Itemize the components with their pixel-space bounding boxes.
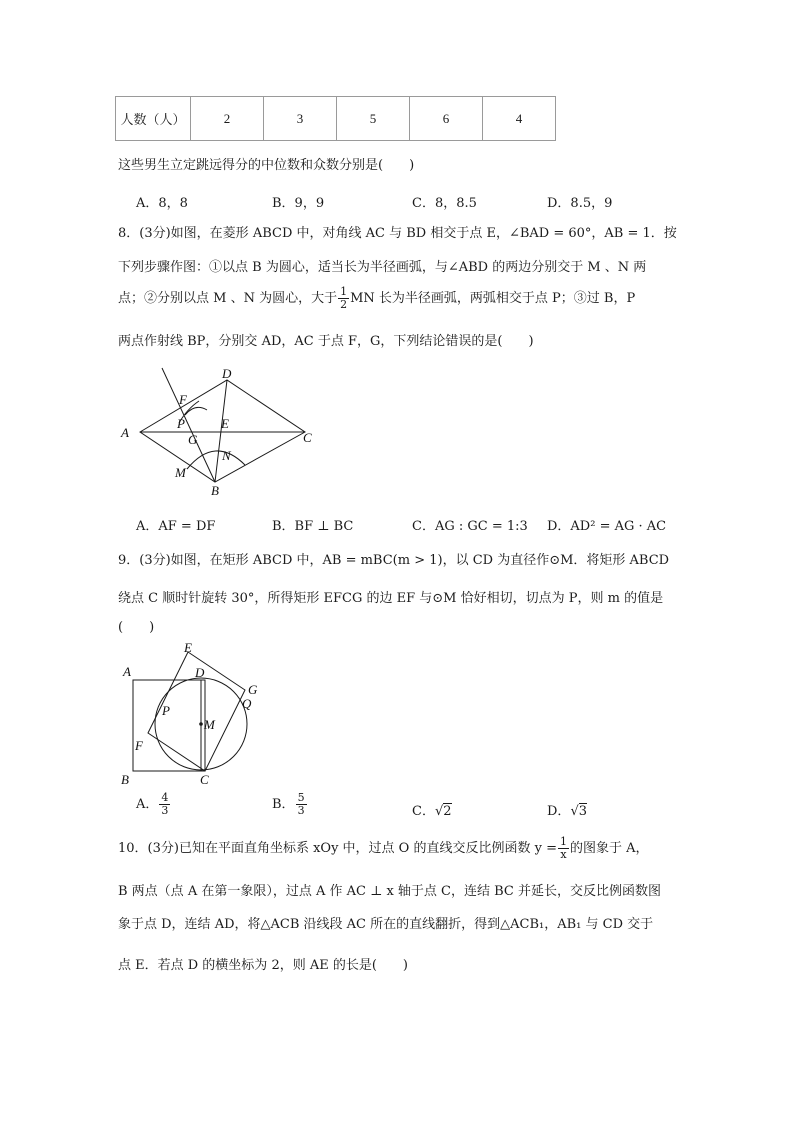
fraction-numerator: 4 [161,791,169,804]
q9-option-a[interactable] [136,792,171,817]
point-label-g: G [248,682,258,697]
table-cell: 4 [483,97,556,141]
q10-stem-line-3: 象于点 D，连结 AD，将△ACB 沿线段 AC 所在的直线翻折，得到△ACB₁，AB₁ 与 CD 交于 [118,917,654,932]
q7-option-a[interactable]: A．8，8 [136,196,188,211]
q10-line-1-start: 10．(3分)已知在平面直角坐标系 xOy 中，过点 O 的直线交反比例函数 y = [118,841,557,856]
q8-stem-line-2: 下列步骤作图：①以点 B 为圆心，适当长为半径画弧，与∠ABD 的两边分别交于 M 、N 两 [118,260,647,275]
q7-stem: 这些男生立定跳远得分的中位数和众数分别是( ) [118,158,415,173]
q8-option-b[interactable]: B．BF ⊥ BC [272,519,354,534]
q9-stem-line-2: 绕点 C 顺时针旋转 30°，所得矩形 EFCG 的边 EF 与⊙M 恰好相切，切点为 P，则 m 的值是 [118,591,664,606]
q8-option-a[interactable]: A．AF = DF [136,519,216,534]
point-label-e: E [184,640,192,655]
table-cell: 6 [410,97,483,141]
q10-line-1-end: 的图象于 A， [569,841,649,856]
fraction-denominator: 2 [340,298,348,311]
q10-stem-line-2: B 两点（点 A 在第一象限），过点 A 作 AC ⊥ x 轴于点 C，连结 BC 并延长，交反比例函数图 [118,884,661,899]
q9-stem-line-3: ( ) [118,620,155,635]
radicand: 3 [578,804,588,819]
inverse-function-fraction [558,836,569,861]
arc-p-1 [185,407,207,415]
point-label-n: N [222,448,231,463]
rhombus-figure [115,365,320,500]
point-label-f: F [179,392,187,407]
sqrt-icon: √ [434,804,444,819]
table-row [116,97,556,141]
rectangle-circle-figure [115,640,275,790]
point-label-b: B [211,483,219,498]
q10-stem-line-4: 点 E．若点 D 的横坐标为 2，则 AE 的长是( ) [118,958,408,973]
option-prefix: B． [272,797,295,812]
q8-option-c[interactable]: C．AG : GC = 1:3 [412,519,528,534]
point-label-d: D [222,366,232,381]
fraction-denominator: 3 [297,804,305,817]
scores-table [115,96,556,141]
fraction-numerator: 1 [559,835,567,848]
option-fraction [159,792,170,817]
q7-option-b[interactable]: B．9，9 [272,196,325,211]
point-label-a: A [123,664,131,679]
rhombus-outline [140,380,305,482]
q8-stem-line-3 [118,286,635,311]
radicand: 2 [443,804,452,819]
q9-option-b[interactable] [272,792,308,817]
arc-mn [187,451,245,469]
q8-option-d[interactable]: D．AD² = AG · AC [547,519,667,534]
point-label-g: G [188,432,198,447]
point-label-a: A [121,425,129,440]
q10-stem-line-1 [118,836,649,861]
fraction-denominator: x [560,848,567,861]
q8-line-3-start: 点；②分别以点 M 、N 为圆心，大于 [118,291,338,306]
q9-option-c[interactable] [412,800,452,819]
option-fraction [296,792,307,817]
q7-option-c[interactable]: C．8，8.5 [412,196,477,211]
fraction-numerator: 5 [297,791,305,804]
table-cell: 3 [264,97,337,141]
point-label-q: Q [242,696,252,711]
point-label-m: M [204,717,215,732]
q8-line-3-end: MN 长为半径画弧，两弧相交于点 P；③过 B，P [350,291,636,306]
half-fraction [338,286,349,311]
q7-option-d[interactable]: D．8.5，9 [547,196,613,211]
center-point-m [199,722,203,726]
point-label-f: F [135,738,143,753]
point-label-p: P [177,416,185,431]
point-label-c: C [200,772,209,787]
option-prefix: D． [547,804,571,819]
point-label-e: E [221,416,229,431]
point-label-c: C [303,430,312,445]
fraction-denominator: 3 [161,804,169,817]
point-label-p: P [162,703,170,718]
option-prefix: C． [412,804,435,819]
q8-stem-line-1: 8．(3分)如图，在菱形 ABCD 中，对角线 AC 与 BD 相交于点 E，∠BAD = 60°，AB = 1．按 [118,226,677,241]
q9-stem-line-1: 9．(3分)如图，在矩形 ABCD 中，AB = mBC(m > 1)，以 CD 为直径作⊙M．将矩形 ABCD [118,553,670,568]
q9-option-d[interactable] [547,800,587,819]
table-cell: 5 [337,97,410,141]
table-header-cell: 人数（人） [116,97,191,141]
sqrt-icon: √ [570,804,579,819]
point-label-b: B [121,772,129,787]
diagonal-bd [215,380,227,482]
table-cell: 2 [191,97,264,141]
point-label-d: D [195,665,205,680]
option-prefix: A． [136,797,159,812]
point-label-m: M [175,465,186,480]
fraction-numerator: 1 [340,285,348,298]
q8-stem-line-4: 两点作射线 BP，分别交 AD，AC 于点 F，G，下列结论错误的是( ) [118,334,534,349]
